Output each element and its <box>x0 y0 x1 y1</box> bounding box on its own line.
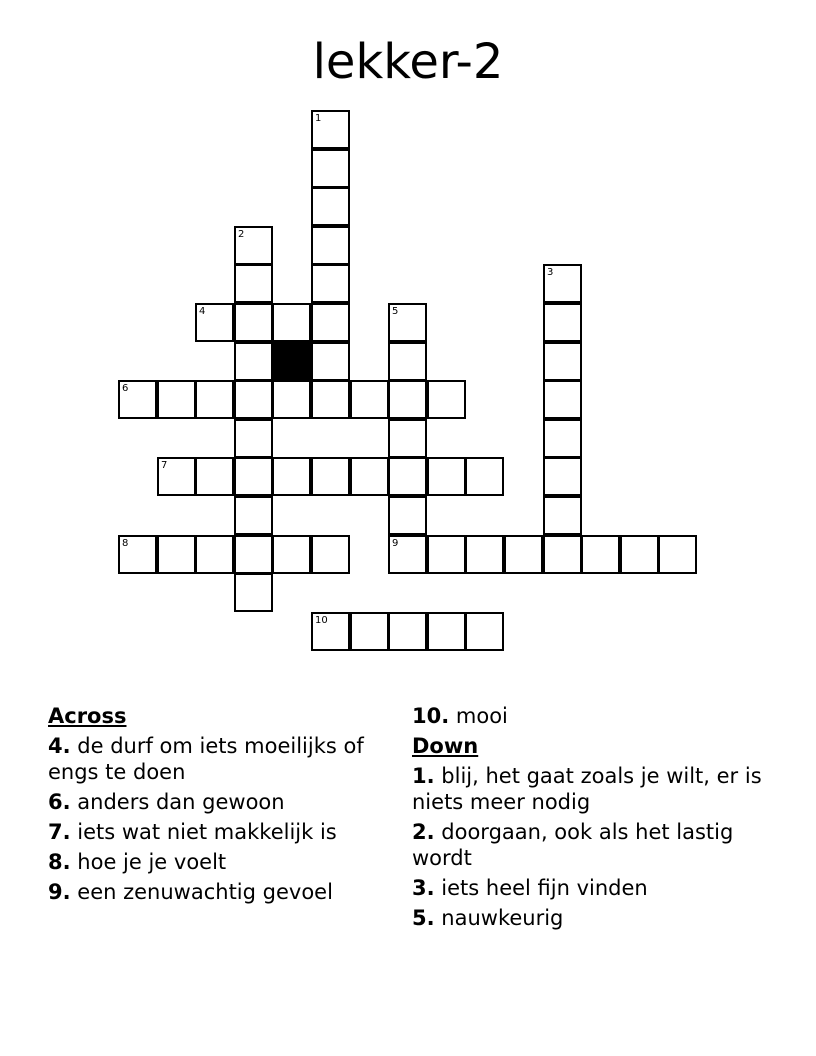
down-clue-1 <box>412 763 772 815</box>
grid-cell[interactable] <box>272 380 311 419</box>
grid-cell[interactable] <box>311 110 350 149</box>
across-clue-9 <box>48 879 393 905</box>
grid-cell[interactable] <box>620 535 659 574</box>
cell-number: 7 <box>161 460 168 471</box>
puzzle-title: lekker-2 <box>312 34 504 90</box>
grid-block-cell <box>272 342 311 381</box>
grid-cell[interactable] <box>311 264 350 303</box>
grid-cell[interactable] <box>543 342 582 381</box>
grid-cell[interactable] <box>311 457 350 496</box>
clue-number: 5. <box>412 906 435 930</box>
cell-number: 4 <box>199 306 206 317</box>
grid-cell[interactable] <box>543 264 582 303</box>
grid-cell[interactable] <box>234 342 273 381</box>
grid-cell[interactable] <box>427 380 466 419</box>
grid-cell[interactable] <box>195 457 234 496</box>
grid-cell[interactable] <box>388 342 427 381</box>
grid-cell[interactable] <box>234 573 273 612</box>
across-clue-6 <box>48 789 393 815</box>
grid-cell[interactable] <box>195 303 234 342</box>
clue-text: doorgaan, ook als het lastig wordt <box>412 820 734 870</box>
grid-cell[interactable] <box>543 380 582 419</box>
grid-cell[interactable] <box>157 457 196 496</box>
across-heading: Across <box>48 704 127 728</box>
grid-cell[interactable] <box>311 342 350 381</box>
clue-number: 2. <box>412 820 435 844</box>
cell-number: 10 <box>315 615 328 626</box>
grid-cell[interactable] <box>504 535 543 574</box>
grid-cell[interactable] <box>388 303 427 342</box>
grid-cell[interactable] <box>195 380 234 419</box>
cell-number: 9 <box>392 538 399 549</box>
grid-cell[interactable] <box>234 303 273 342</box>
clue-text: mooi <box>455 704 508 728</box>
grid-cell[interactable] <box>350 457 389 496</box>
clue-number: 4. <box>48 734 71 758</box>
grid-cell[interactable] <box>581 535 620 574</box>
cell-number: 1 <box>315 113 322 124</box>
grid-cell[interactable] <box>118 535 157 574</box>
grid-cell[interactable] <box>234 535 273 574</box>
clue-number: 8. <box>48 850 71 874</box>
grid-cell[interactable] <box>234 457 273 496</box>
across-clue-10 <box>412 703 772 729</box>
grid-cell[interactable] <box>350 380 389 419</box>
grid-cell[interactable] <box>465 457 504 496</box>
grid-cell[interactable] <box>157 380 196 419</box>
grid-cell[interactable] <box>388 535 427 574</box>
grid-cell[interactable] <box>234 264 273 303</box>
grid-cell[interactable] <box>388 457 427 496</box>
grid-cell[interactable] <box>118 380 157 419</box>
cell-number: 8 <box>122 538 129 549</box>
cell-number: 3 <box>547 267 554 278</box>
cell-number: 5 <box>392 306 399 317</box>
grid-cell[interactable] <box>311 187 350 226</box>
grid-cell[interactable] <box>234 419 273 458</box>
grid-cell[interactable] <box>272 303 311 342</box>
grid-cell[interactable] <box>465 612 504 651</box>
clue-number: 3. <box>412 876 435 900</box>
clue-number: 10. <box>412 704 450 728</box>
clues-right-column <box>412 703 772 935</box>
clue-text: hoe je je voelt <box>77 850 227 874</box>
grid-cell[interactable] <box>388 419 427 458</box>
grid-cell[interactable] <box>427 457 466 496</box>
down-clue-2 <box>412 819 772 871</box>
down-heading: Down <box>412 734 479 758</box>
grid-cell[interactable] <box>658 535 697 574</box>
grid-cell[interactable] <box>465 535 504 574</box>
grid-cell[interactable] <box>543 496 582 535</box>
grid-cell[interactable] <box>234 380 273 419</box>
grid-cell[interactable] <box>234 226 273 265</box>
down-clue-5 <box>412 905 772 931</box>
clue-number: 9. <box>48 880 71 904</box>
grid-cell[interactable] <box>388 612 427 651</box>
grid-cell[interactable] <box>311 612 350 651</box>
grid-cell[interactable] <box>311 149 350 188</box>
clue-text: een zenuwachtig gevoel <box>77 880 333 904</box>
grid-cell[interactable] <box>427 612 466 651</box>
across-clue-8 <box>48 849 393 875</box>
grid-cell[interactable] <box>388 496 427 535</box>
grid-cell[interactable] <box>543 419 582 458</box>
grid-cell[interactable] <box>543 535 582 574</box>
grid-cell[interactable] <box>272 535 311 574</box>
grid-cell[interactable] <box>234 496 273 535</box>
grid-cell[interactable] <box>543 303 582 342</box>
clue-text: de durf om iets moeilijks of engs te doen <box>48 734 364 784</box>
clue-text: iets heel fijn vinden <box>441 876 648 900</box>
across-clue-4 <box>48 733 393 785</box>
grid-cell[interactable] <box>543 457 582 496</box>
grid-cell[interactable] <box>311 303 350 342</box>
grid-cell[interactable] <box>157 535 196 574</box>
clue-text: iets wat niet makkelijk is <box>77 820 337 844</box>
cell-number: 6 <box>122 383 129 394</box>
clue-number: 7. <box>48 820 71 844</box>
grid-cell[interactable] <box>195 535 234 574</box>
across-clue-7 <box>48 819 393 845</box>
clue-number: 1. <box>412 764 435 788</box>
grid-cell[interactable] <box>311 226 350 265</box>
down-clue-3 <box>412 875 772 901</box>
clue-text: nauwkeurig <box>441 906 564 930</box>
grid-cell[interactable] <box>350 612 389 651</box>
grid-cell[interactable] <box>272 457 311 496</box>
clue-text: anders dan gewoon <box>77 790 285 814</box>
grid-cell[interactable] <box>311 380 350 419</box>
clue-number: 6. <box>48 790 71 814</box>
cell-number: 2 <box>238 229 245 240</box>
clues-left-column <box>48 703 393 909</box>
grid-cell[interactable] <box>388 380 427 419</box>
clue-text: blij, het gaat zoals je wilt, er is niets meer nodig <box>412 764 762 814</box>
grid-cell[interactable] <box>311 535 350 574</box>
grid-cell[interactable] <box>427 535 466 574</box>
